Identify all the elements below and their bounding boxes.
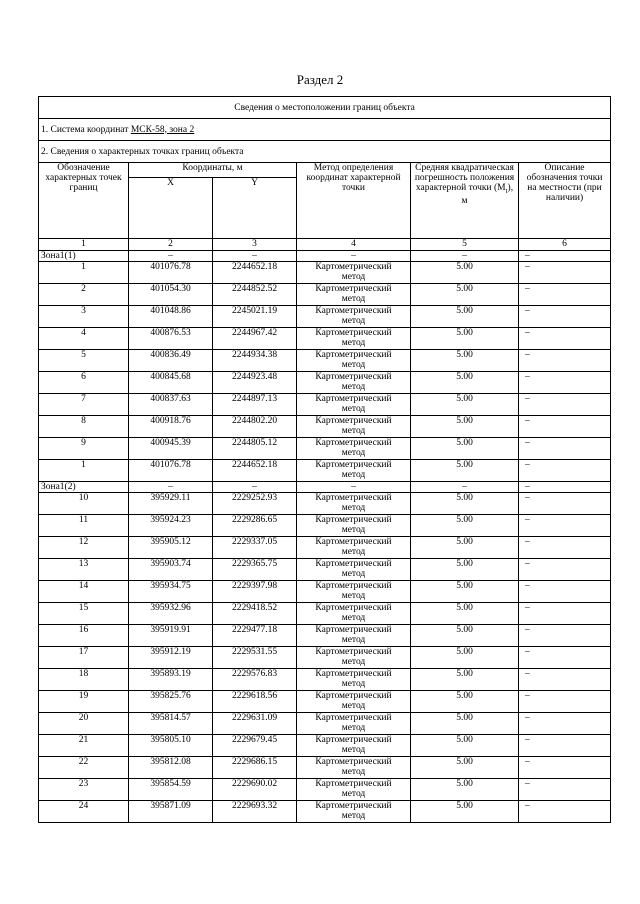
point-x: 400945.39 bbox=[129, 438, 213, 460]
point-method bbox=[297, 372, 411, 394]
column-number: 1 bbox=[39, 239, 129, 251]
point-method bbox=[297, 779, 411, 801]
point-y: 2244967.42 bbox=[213, 328, 297, 350]
point-method-line-1: Картометрический bbox=[315, 328, 392, 338]
point-id: 9 bbox=[39, 438, 129, 460]
point-id: 21 bbox=[39, 735, 129, 757]
point-description: – bbox=[519, 603, 611, 625]
point-error: 5.00 bbox=[411, 713, 519, 735]
column-number: 2 bbox=[129, 239, 213, 251]
point-row bbox=[39, 603, 611, 625]
coord-system-row bbox=[39, 119, 611, 141]
zone-dash-method: – bbox=[297, 482, 411, 493]
point-row bbox=[39, 647, 611, 669]
coord-system-label: 1. Система координат bbox=[41, 124, 129, 135]
point-row bbox=[39, 669, 611, 691]
zone-dash-description: – bbox=[519, 482, 611, 493]
point-method bbox=[297, 350, 411, 372]
point-y: 2229693.32 bbox=[213, 801, 297, 823]
point-description: – bbox=[519, 647, 611, 669]
point-description: – bbox=[519, 757, 611, 779]
zone-name: Зона1(1) bbox=[39, 251, 129, 262]
point-method-line-1: Картометрический bbox=[315, 515, 392, 525]
point-method bbox=[297, 713, 411, 735]
point-method-line-1: Картометрический bbox=[315, 801, 392, 811]
point-error: 5.00 bbox=[411, 581, 519, 603]
point-description: – bbox=[519, 735, 611, 757]
point-method bbox=[297, 537, 411, 559]
point-id: 5 bbox=[39, 350, 129, 372]
point-error: 5.00 bbox=[411, 372, 519, 394]
coord-system bbox=[39, 119, 611, 141]
point-row bbox=[39, 801, 611, 823]
point-error: 5.00 bbox=[411, 515, 519, 537]
point-x: 395812.08 bbox=[129, 757, 213, 779]
point-method bbox=[297, 669, 411, 691]
point-row bbox=[39, 262, 611, 284]
point-method-line-1: Картометрический bbox=[315, 581, 392, 591]
point-description: – bbox=[519, 262, 611, 284]
point-description: – bbox=[519, 581, 611, 603]
point-description: – bbox=[519, 284, 611, 306]
point-row bbox=[39, 515, 611, 537]
point-y: 2229365.75 bbox=[213, 559, 297, 581]
point-row bbox=[39, 493, 611, 515]
point-description: – bbox=[519, 306, 611, 328]
point-y: 2229690.02 bbox=[213, 779, 297, 801]
point-method-line-1: Картометрический bbox=[315, 625, 392, 635]
point-y: 2229397.98 bbox=[213, 581, 297, 603]
point-x: 395814.57 bbox=[129, 713, 213, 735]
point-description: – bbox=[519, 779, 611, 801]
point-method-line-2: метод bbox=[341, 723, 366, 733]
point-error: 5.00 bbox=[411, 669, 519, 691]
point-method-line-1: Картометрический bbox=[315, 284, 392, 294]
point-id: 6 bbox=[39, 372, 129, 394]
column-number: 3 bbox=[213, 239, 297, 251]
point-x: 395903.74 bbox=[129, 559, 213, 581]
point-y: 2244802.20 bbox=[213, 416, 297, 438]
point-method-line-2: метод bbox=[341, 613, 366, 623]
point-method-line-2: метод bbox=[341, 503, 366, 513]
point-method-line-2: метод bbox=[341, 470, 366, 480]
point-method bbox=[297, 306, 411, 328]
column-number: 6 bbox=[519, 239, 611, 251]
point-row bbox=[39, 372, 611, 394]
point-x: 395825.76 bbox=[129, 691, 213, 713]
point-y: 2229337.05 bbox=[213, 537, 297, 559]
point-y: 2229418.52 bbox=[213, 603, 297, 625]
point-method bbox=[297, 757, 411, 779]
point-method-line-2: метод bbox=[341, 448, 366, 458]
point-method-line-2: метод bbox=[341, 404, 366, 414]
point-y: 2245021.19 bbox=[213, 306, 297, 328]
point-method-line-2: метод bbox=[341, 382, 366, 392]
point-method-line-2: метод bbox=[341, 360, 366, 370]
point-id: 22 bbox=[39, 757, 129, 779]
point-y: 2229477.18 bbox=[213, 625, 297, 647]
point-method bbox=[297, 647, 411, 669]
point-x: 395893.19 bbox=[129, 669, 213, 691]
point-row bbox=[39, 284, 611, 306]
point-x: 400876.53 bbox=[129, 328, 213, 350]
point-method-line-1: Картометрический bbox=[315, 713, 392, 723]
point-method bbox=[297, 559, 411, 581]
point-error: 5.00 bbox=[411, 691, 519, 713]
point-row bbox=[39, 350, 611, 372]
points-heading-row bbox=[39, 141, 611, 163]
point-id: 2 bbox=[39, 284, 129, 306]
point-description: – bbox=[519, 537, 611, 559]
point-method bbox=[297, 262, 411, 284]
point-row bbox=[39, 328, 611, 350]
point-method-line-2: метод bbox=[341, 294, 366, 304]
header-method: Метод определения координат характерной точки bbox=[297, 163, 411, 239]
point-error: 5.00 bbox=[411, 537, 519, 559]
point-method-line-2: метод bbox=[341, 679, 366, 689]
column-number: 5 bbox=[411, 239, 519, 251]
point-row bbox=[39, 537, 611, 559]
point-x: 395924.23 bbox=[129, 515, 213, 537]
header-designation: Обозначение характерных точек границ bbox=[39, 163, 129, 239]
point-method-line-1: Картометрический bbox=[315, 647, 392, 657]
point-description: – bbox=[519, 328, 611, 350]
zone-dash-error: – bbox=[411, 251, 519, 262]
header-y: Y bbox=[213, 178, 297, 239]
point-error: 5.00 bbox=[411, 647, 519, 669]
point-id: 13 bbox=[39, 559, 129, 581]
point-method-line-1: Картометрический bbox=[315, 537, 392, 547]
point-method-line-1: Картометрический bbox=[315, 691, 392, 701]
point-method bbox=[297, 581, 411, 603]
point-description: – bbox=[519, 438, 611, 460]
zone-dash-x: – bbox=[129, 251, 213, 262]
point-x: 401048.86 bbox=[129, 306, 213, 328]
point-method-line-1: Картометрический bbox=[315, 416, 392, 426]
point-row bbox=[39, 394, 611, 416]
point-error: 5.00 bbox=[411, 779, 519, 801]
point-row bbox=[39, 713, 611, 735]
header-coordinates: Координаты, м bbox=[129, 163, 297, 178]
point-method bbox=[297, 460, 411, 482]
point-id: 11 bbox=[39, 515, 129, 537]
point-row bbox=[39, 581, 611, 603]
point-x: 401076.78 bbox=[129, 262, 213, 284]
zone-dash-y: – bbox=[213, 251, 297, 262]
point-id: 14 bbox=[39, 581, 129, 603]
point-method-line-1: Картометрический bbox=[315, 460, 392, 470]
point-error: 5.00 bbox=[411, 603, 519, 625]
point-id: 3 bbox=[39, 306, 129, 328]
zone-dash-method: – bbox=[297, 251, 411, 262]
section-title: Раздел 2 bbox=[296, 72, 344, 87]
point-method-line-2: метод bbox=[341, 272, 366, 282]
zone-dash-error: – bbox=[411, 482, 519, 493]
point-method-line-1: Картометрический bbox=[315, 372, 392, 382]
table-title: Сведения о местоположении границ объекта bbox=[39, 97, 611, 119]
point-y: 2244652.18 bbox=[213, 262, 297, 284]
point-y: 2244652.18 bbox=[213, 460, 297, 482]
point-method bbox=[297, 625, 411, 647]
zone-dash-x: – bbox=[129, 482, 213, 493]
point-method-line-2: метод bbox=[341, 569, 366, 579]
point-method-line-2: метод bbox=[341, 701, 366, 711]
point-method-line-2: метод bbox=[341, 811, 366, 821]
point-id: 17 bbox=[39, 647, 129, 669]
point-id: 4 bbox=[39, 328, 129, 350]
point-y: 2229531.55 bbox=[213, 647, 297, 669]
point-method bbox=[297, 438, 411, 460]
point-description: – bbox=[519, 625, 611, 647]
point-x: 400836.49 bbox=[129, 350, 213, 372]
point-method-line-2: метод bbox=[341, 547, 366, 557]
point-method-line-1: Картометрический bbox=[315, 669, 392, 679]
header-description: Описание обозначения точки на местности (при наличии) bbox=[519, 163, 611, 239]
point-method-line-1: Картометрический bbox=[315, 559, 392, 569]
point-id: 24 bbox=[39, 801, 129, 823]
point-y: 2244923.48 bbox=[213, 372, 297, 394]
point-method-line-1: Картометрический bbox=[315, 438, 392, 448]
point-row bbox=[39, 625, 611, 647]
point-method-line-2: метод bbox=[341, 789, 366, 799]
point-error: 5.00 bbox=[411, 262, 519, 284]
point-description: – bbox=[519, 801, 611, 823]
point-method bbox=[297, 328, 411, 350]
point-id: 20 bbox=[39, 713, 129, 735]
point-error: 5.00 bbox=[411, 284, 519, 306]
column-numbers-row bbox=[39, 239, 611, 251]
point-x: 395929.11 bbox=[129, 493, 213, 515]
zone-row bbox=[39, 251, 611, 262]
point-description: – bbox=[519, 394, 611, 416]
point-method-line-1: Картометрический bbox=[315, 779, 392, 789]
point-method-line-2: метод bbox=[341, 316, 366, 326]
point-row bbox=[39, 735, 611, 757]
header-error bbox=[411, 163, 519, 239]
point-x: 395854.59 bbox=[129, 779, 213, 801]
point-method bbox=[297, 284, 411, 306]
point-y: 2229252.93 bbox=[213, 493, 297, 515]
point-description: – bbox=[519, 350, 611, 372]
point-error: 5.00 bbox=[411, 559, 519, 581]
point-y: 2244805.12 bbox=[213, 438, 297, 460]
point-method-line-1: Картометрический bbox=[315, 735, 392, 745]
point-error: 5.00 bbox=[411, 460, 519, 482]
point-y: 2244897.13 bbox=[213, 394, 297, 416]
point-error: 5.00 bbox=[411, 493, 519, 515]
point-id: 10 bbox=[39, 493, 129, 515]
zone-row bbox=[39, 482, 611, 493]
zone-dash-y: – bbox=[213, 482, 297, 493]
point-x: 395934.75 bbox=[129, 581, 213, 603]
point-method-line-1: Картометрический bbox=[315, 350, 392, 360]
point-error: 5.00 bbox=[411, 394, 519, 416]
point-x: 395919.91 bbox=[129, 625, 213, 647]
point-error: 5.00 bbox=[411, 438, 519, 460]
point-method-line-2: метод bbox=[341, 426, 366, 436]
point-row bbox=[39, 416, 611, 438]
point-error: 5.00 bbox=[411, 328, 519, 350]
point-method bbox=[297, 416, 411, 438]
point-method-line-1: Картометрический bbox=[315, 603, 392, 613]
point-method-line-2: метод bbox=[341, 767, 366, 777]
point-row bbox=[39, 438, 611, 460]
point-method-line-2: метод bbox=[341, 635, 366, 645]
point-method bbox=[297, 394, 411, 416]
boundary-points-table bbox=[38, 96, 611, 823]
zone-name: Зона1(2) bbox=[39, 482, 129, 493]
header-row-1 bbox=[39, 163, 611, 178]
point-error: 5.00 bbox=[411, 735, 519, 757]
point-y: 2244852.52 bbox=[213, 284, 297, 306]
point-row bbox=[39, 779, 611, 801]
point-error: 5.00 bbox=[411, 306, 519, 328]
point-row bbox=[39, 757, 611, 779]
point-description: – bbox=[519, 460, 611, 482]
point-id: 8 bbox=[39, 416, 129, 438]
point-method bbox=[297, 801, 411, 823]
point-id: 19 bbox=[39, 691, 129, 713]
point-x: 401076.78 bbox=[129, 460, 213, 482]
point-method-line-2: метод bbox=[341, 338, 366, 348]
point-description: – bbox=[519, 691, 611, 713]
point-row bbox=[39, 691, 611, 713]
point-y: 2229679.45 bbox=[213, 735, 297, 757]
point-method-line-1: Картометрический bbox=[315, 757, 392, 767]
point-method-line-1: Картометрический bbox=[315, 262, 392, 272]
header-error-sub: t bbox=[505, 186, 508, 195]
zone-dash-description: – bbox=[519, 251, 611, 262]
point-method-line-2: метод bbox=[341, 657, 366, 667]
point-y: 2229631.09 bbox=[213, 713, 297, 735]
point-x: 400837.63 bbox=[129, 394, 213, 416]
column-number: 4 bbox=[297, 239, 411, 251]
point-x: 401054.30 bbox=[129, 284, 213, 306]
point-description: – bbox=[519, 372, 611, 394]
point-description: – bbox=[519, 416, 611, 438]
point-method bbox=[297, 691, 411, 713]
point-row bbox=[39, 559, 611, 581]
point-x: 395912.19 bbox=[129, 647, 213, 669]
point-x: 395932.96 bbox=[129, 603, 213, 625]
point-description: – bbox=[519, 559, 611, 581]
point-method-line-1: Картометрический bbox=[315, 493, 392, 503]
point-y: 2229686.15 bbox=[213, 757, 297, 779]
point-id: 7 bbox=[39, 394, 129, 416]
point-x: 400918.76 bbox=[129, 416, 213, 438]
point-error: 5.00 bbox=[411, 625, 519, 647]
header-x: X bbox=[129, 178, 213, 239]
point-description: – bbox=[519, 669, 611, 691]
point-method-line-1: Картометрический bbox=[315, 306, 392, 316]
point-method-line-1: Картометрический bbox=[315, 394, 392, 404]
point-y: 2229576.83 bbox=[213, 669, 297, 691]
point-id: 1 bbox=[39, 460, 129, 482]
coord-system-value: МСК-58, зона 2 bbox=[130, 124, 195, 135]
point-id: 15 bbox=[39, 603, 129, 625]
header-error-tail: ), м bbox=[461, 183, 514, 206]
point-method bbox=[297, 493, 411, 515]
point-method-line-2: метод bbox=[341, 525, 366, 535]
point-error: 5.00 bbox=[411, 350, 519, 372]
point-id: 1 bbox=[39, 262, 129, 284]
point-error: 5.00 bbox=[411, 416, 519, 438]
point-id: 18 bbox=[39, 669, 129, 691]
point-y: 2229618.56 bbox=[213, 691, 297, 713]
point-error: 5.00 bbox=[411, 801, 519, 823]
point-method bbox=[297, 735, 411, 757]
table-title-row bbox=[39, 97, 611, 119]
point-row bbox=[39, 460, 611, 482]
points-heading: 2. Сведения о характерных точках границ объекта bbox=[39, 141, 611, 163]
point-description: – bbox=[519, 713, 611, 735]
point-y: 2244934.38 bbox=[213, 350, 297, 372]
point-id: 23 bbox=[39, 779, 129, 801]
point-method-line-2: метод bbox=[341, 591, 366, 601]
point-method bbox=[297, 515, 411, 537]
point-row bbox=[39, 306, 611, 328]
point-method bbox=[297, 603, 411, 625]
point-error: 5.00 bbox=[411, 757, 519, 779]
point-x: 395871.09 bbox=[129, 801, 213, 823]
point-id: 16 bbox=[39, 625, 129, 647]
point-x: 395805.10 bbox=[129, 735, 213, 757]
point-method-line-2: метод bbox=[341, 745, 366, 755]
point-description: – bbox=[519, 515, 611, 537]
point-x: 395905.12 bbox=[129, 537, 213, 559]
point-y: 2229286.65 bbox=[213, 515, 297, 537]
point-id: 12 bbox=[39, 537, 129, 559]
header-error-main: Средняя квадратическая погрешность положения характерной точки (M bbox=[414, 163, 515, 193]
point-x: 400845.68 bbox=[129, 372, 213, 394]
point-description: – bbox=[519, 493, 611, 515]
